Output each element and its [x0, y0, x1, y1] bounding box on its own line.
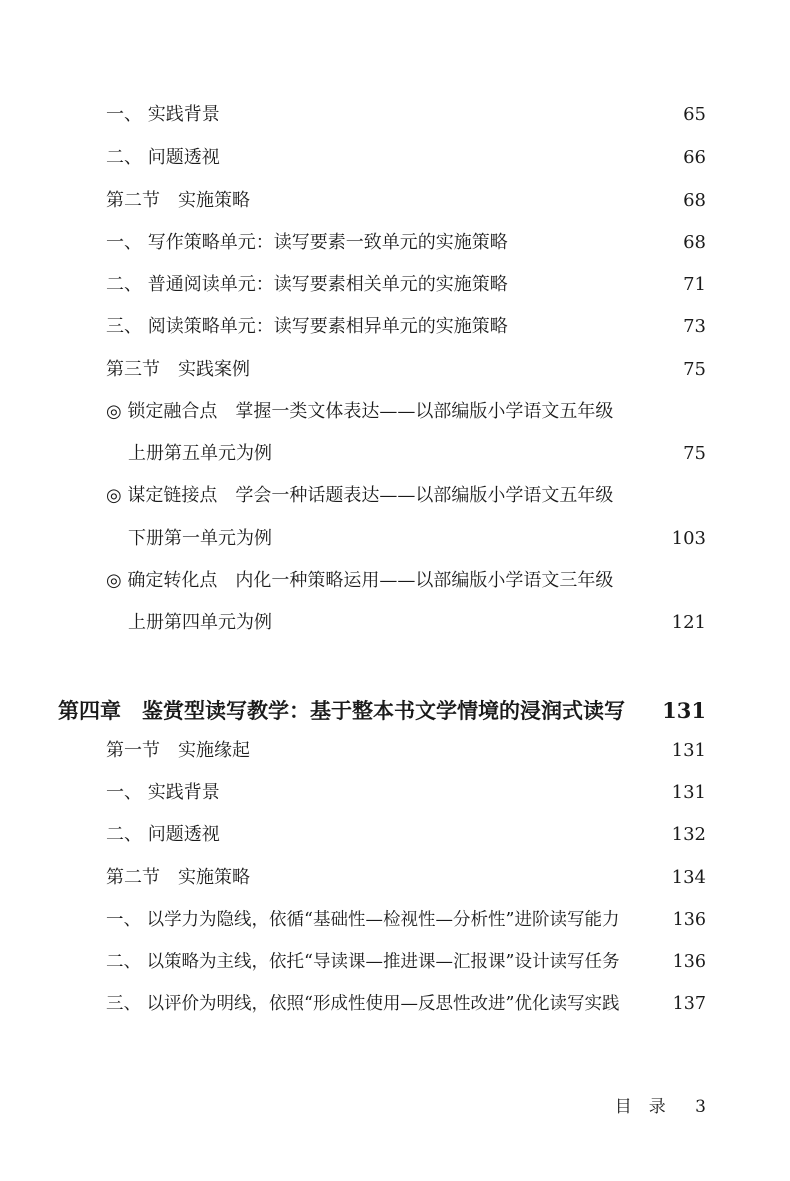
toc-entry-page: 65 — [683, 104, 706, 125]
toc-entry-text: 三、 阅读策略单元：读写要素相异单元的实施策略 — [106, 316, 508, 337]
toc-entry-text: ◎ 锁定融合点 掌握一类文体表达——以部编版小学语文五年级 — [106, 401, 614, 422]
toc-entry-page: 68 — [683, 232, 706, 253]
toc-entry — [0, 989, 790, 1019]
toc-entry — [0, 228, 790, 258]
toc-entry-page: 134 — [671, 867, 706, 888]
toc-entry — [0, 778, 790, 808]
toc-entry — [0, 905, 790, 935]
toc-entry-text: 一、 实践背景 — [106, 104, 220, 125]
toc-entry-text: 二、 问题透视 — [106, 147, 220, 168]
toc-entry-text: 第三节 实践案例 — [106, 359, 250, 380]
toc-entry-page: 103 — [671, 528, 706, 549]
toc-entry-text: 上册第四单元为例 — [128, 612, 272, 633]
toc-entry — [0, 270, 790, 300]
toc-entry-page: 121 — [671, 612, 706, 633]
footer-section-label: 目 录 — [614, 1097, 666, 1117]
toc-entry — [0, 312, 790, 342]
toc-entry-continuation — [0, 439, 790, 469]
toc-entry-page: 131 — [671, 740, 706, 761]
toc-entry-text: ◎ 谋定链接点 学会一种话题表达——以部编版小学语文五年级 — [106, 485, 614, 506]
toc-entry-text: 第二节 实施策略 — [106, 867, 250, 888]
toc-entry — [0, 566, 790, 596]
toc-entry-page: 66 — [683, 147, 706, 168]
toc-entry-text: 一、 写作策略单元：读写要素一致单元的实施策略 — [106, 232, 508, 253]
toc-entry-text: 二、 以策略为主线，依托“导读课—推进课—汇报课”设计读写任务 — [106, 952, 620, 972]
toc-entry-continuation — [0, 608, 790, 638]
toc-entry-page: 73 — [683, 316, 706, 337]
toc-entry-text: 三、 以评价为明线，依照“形成性使用—反思性改进”优化读写实践 — [106, 994, 620, 1014]
toc-section-heading — [0, 736, 790, 766]
toc-entry-text: 第一节 实施缘起 — [106, 740, 250, 761]
toc-section-heading — [0, 355, 790, 385]
toc-entry-page: 75 — [683, 359, 706, 380]
toc-entry-page: 131 — [662, 698, 706, 723]
toc-entry-continuation — [0, 524, 790, 554]
toc-entry-text: 二、 问题透视 — [106, 824, 220, 845]
toc-entry-page: 75 — [683, 443, 706, 464]
toc-entry-page: 137 — [672, 994, 706, 1014]
toc-entry — [0, 397, 790, 427]
toc-entry — [0, 820, 790, 850]
toc-entry-page: 131 — [671, 782, 706, 803]
toc-entry-text: ◎ 确定转化点 内化一种策略运用——以部编版小学语文三年级 — [106, 570, 614, 591]
toc-entry — [0, 100, 790, 130]
toc-section-heading — [0, 186, 790, 216]
toc-entry — [0, 947, 790, 977]
toc-entry-page: 71 — [683, 274, 706, 295]
toc-entry-page: 136 — [672, 910, 706, 930]
footer-page-number: 3 — [695, 1097, 706, 1117]
toc-entry-text: 一、 以学力为隐线，依循“基础性—检视性—分析性”进阶读写能力 — [106, 910, 620, 930]
toc-entry-page: 132 — [671, 824, 706, 845]
toc-entry-text: 第二节 实施策略 — [106, 190, 250, 211]
toc-entry — [0, 143, 790, 173]
toc-entry-text: 第四章 鉴赏型读写教学：基于整本书文学情境的浸润式读写 — [58, 698, 625, 723]
toc-chapter-heading — [0, 696, 790, 726]
toc-entry-text: 一、 实践背景 — [106, 782, 220, 803]
toc-entry-text: 二、 普通阅读单元：读写要素相关单元的实施策略 — [106, 274, 508, 295]
toc-entry — [0, 481, 790, 511]
toc-entry-page: 136 — [672, 952, 706, 972]
toc-entry-page: 68 — [683, 190, 706, 211]
toc-entry-text: 下册第一单元为例 — [128, 528, 272, 549]
toc-section-heading — [0, 863, 790, 893]
toc-entry-text: 上册第五单元为例 — [128, 443, 272, 464]
page-footer — [615, 1092, 706, 1117]
